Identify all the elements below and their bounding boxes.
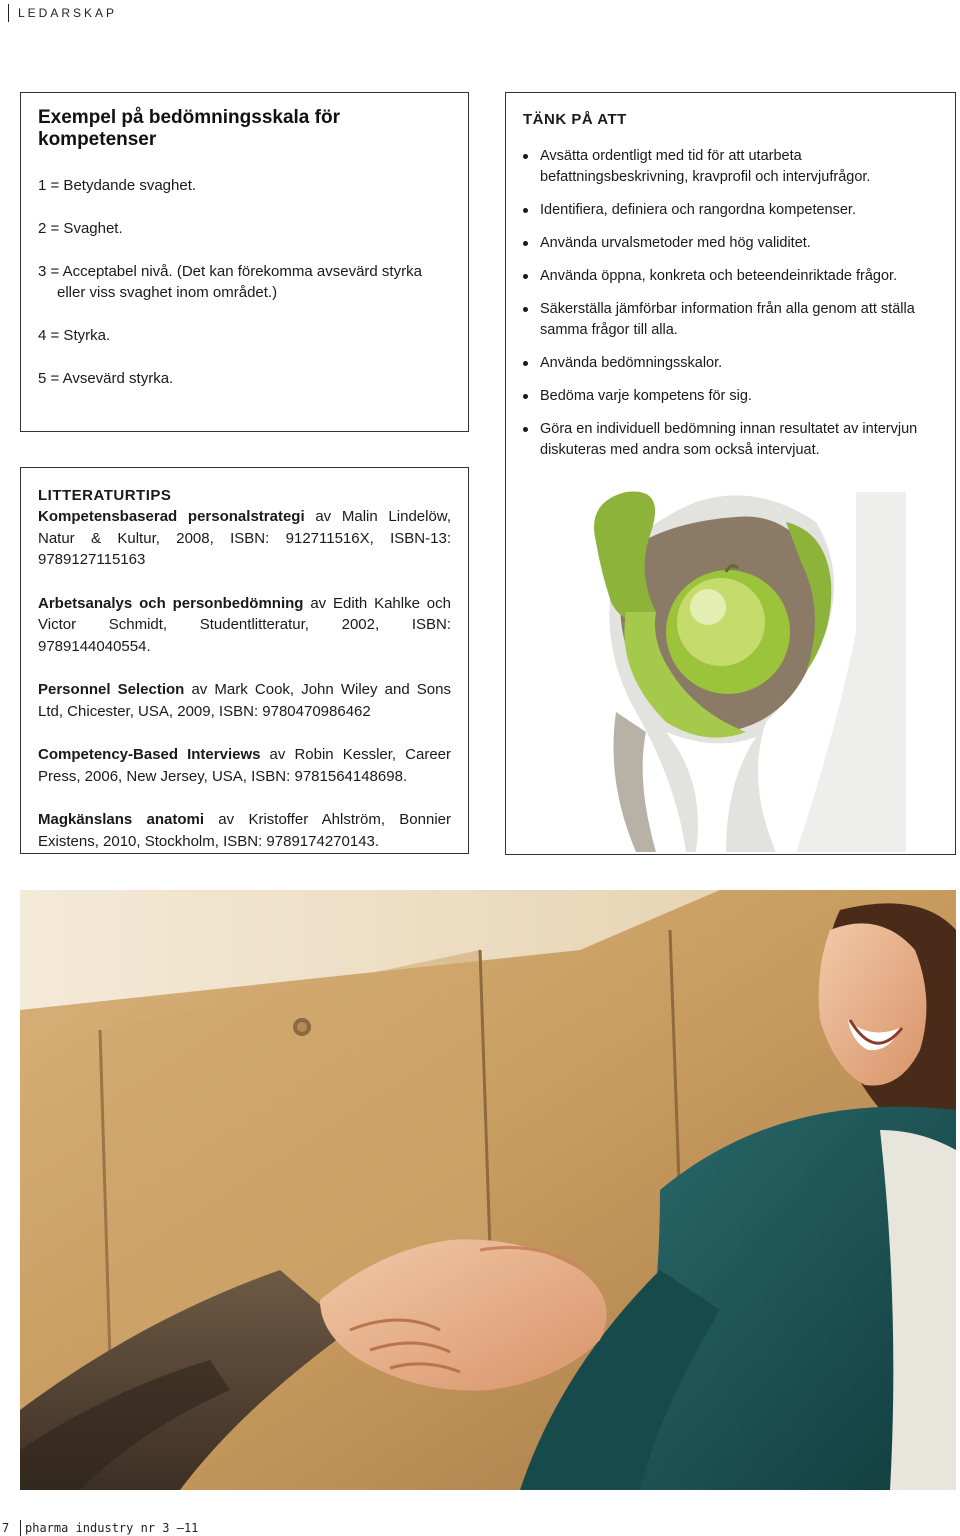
tip-item: Göra en individuell bedömning innan resultatet av intervjun diskuteras med andra som också intervjuat. xyxy=(523,419,938,461)
literature-heading: LITTERATURTIPS xyxy=(38,487,172,504)
apple-in-hands-illustration xyxy=(556,482,906,852)
book-title: Competency-Based Interviews xyxy=(38,746,261,763)
literature-tips-box xyxy=(20,467,469,854)
tip-item: Säkerställa jämförbar information från alla genom att ställa samma frågor till alla. xyxy=(523,299,938,341)
section-label: LEDARSKAP xyxy=(8,4,117,22)
literature-item xyxy=(38,593,451,658)
scale-item: 4 = Styrka. xyxy=(38,327,111,344)
page-footer xyxy=(0,1520,198,1536)
book-title: Kompetensbaserad personalstrategi xyxy=(38,508,305,525)
handshake-photo xyxy=(20,890,956,1490)
page-number: 7 xyxy=(0,1520,21,1536)
tip-item: Använda urvalsmetoder med hög validitet. xyxy=(523,233,938,254)
publication-name: pharma industry nr 3 –11 xyxy=(25,1521,199,1535)
scale-item: 2 = Svaghet. xyxy=(38,220,123,237)
rating-scale-box xyxy=(20,92,469,432)
book-details: av Malin Lindelöw, Natur & Kultur, 2008, ISBN: 912711516X, ISBN-13: 9789127115163 xyxy=(38,508,451,568)
book-details: av Kristoffer Ahlström, Bonnier Existens, 2010, Stockholm, ISBN: 9789174270143. xyxy=(38,811,451,850)
book-details: av Edith Kahlke och Victor Schmidt, Studentlitteratur, 2002, ISBN: 9789144040554. xyxy=(38,594,451,655)
tip-item: Använda öppna, konkreta och beteendeinriktade frågor. xyxy=(523,266,938,287)
book-details: av Robin Kessler, Career Press, 2006, New Jersey, USA, ISBN: 9781564148698. xyxy=(38,746,451,785)
tips-heading: TÄNK PÅ ATT xyxy=(523,111,627,128)
book-title: Arbetsanalys och personbedömning xyxy=(38,594,304,612)
rating-scale-title: Exempel på bedömningsskala för kompetenser xyxy=(38,107,340,150)
tip-item: Avsätta ordentligt med tid för att utarbeta befattningsbeskrivning, kravprofil och intervjufrågor. xyxy=(523,146,938,188)
scale-item: 1 = Betydande svaghet. xyxy=(38,177,197,194)
tip-item: Använda bedömningsskalor. xyxy=(523,353,938,374)
literature-item xyxy=(38,506,451,571)
scale-item: 3 = Acceptabel nivå. (Det kan förekomma avsevärd styrka eller viss svaghet inom området.) xyxy=(38,263,422,301)
literature-item xyxy=(38,744,451,787)
literature-item xyxy=(38,679,451,722)
book-title: Magkänslans anatomi xyxy=(38,811,205,828)
book-title: Personnel Selection xyxy=(38,681,185,698)
book-details: av Mark Cook, John Wiley and Sons Ltd, Chicester, USA, 2009, ISBN: 9780470986462 xyxy=(38,681,451,720)
tip-item: Bedöma varje kompetens för sig. xyxy=(523,386,938,407)
scale-item: 5 = Avsevärd styrka. xyxy=(38,370,174,387)
tip-item: Identifiera, definiera och rangordna kompetenser. xyxy=(523,200,938,221)
literature-item xyxy=(38,809,451,852)
